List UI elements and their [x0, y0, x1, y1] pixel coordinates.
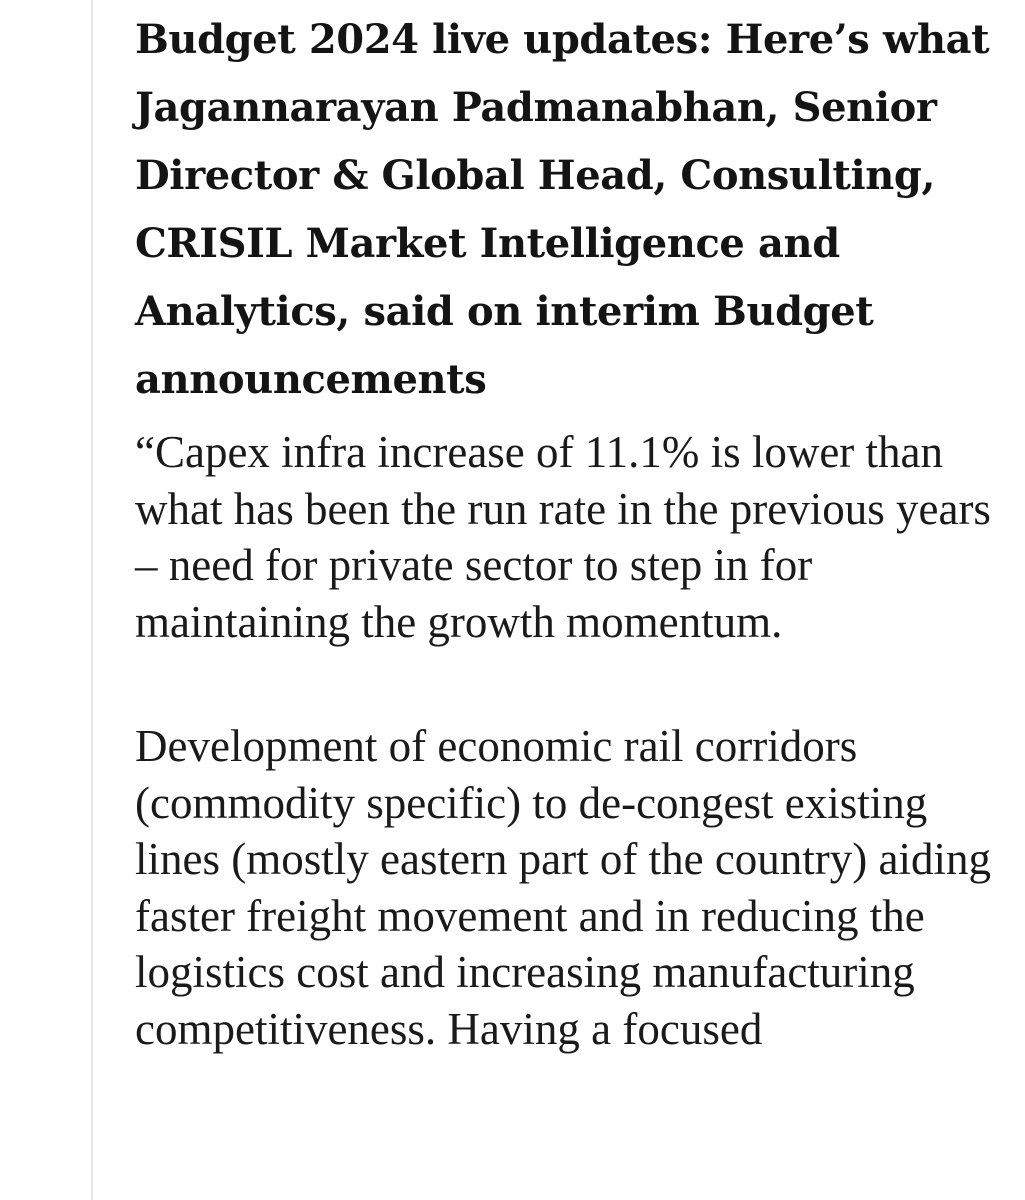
left-divider-line: [91, 0, 93, 1200]
article-paragraph-capex: “Capex infra increase of 11.1% is lower than what has been the run rate in the previous years – need for private sector to step in for maintaining the growth momentum.: [135, 427, 991, 647]
article-paragraph-rail-corridors: Development of economic rail corridors (commodity specific) to de-congest existing lines (mostly eastern part of the country) aiding faster freight movement and in reducing the logistics cost and increasing manufacturing competitiveness. Having a focused: [135, 721, 992, 1054]
article-headline: Budget 2024 live updates: Here’s what Jagannarayan Padmanabhan, Senior Director & Global Head, Consulting, CRISIL Market Intelligence and Analytics, said on interim Budget announcements: [135, 16, 990, 403]
article-body: [135, 6, 1005, 1057]
